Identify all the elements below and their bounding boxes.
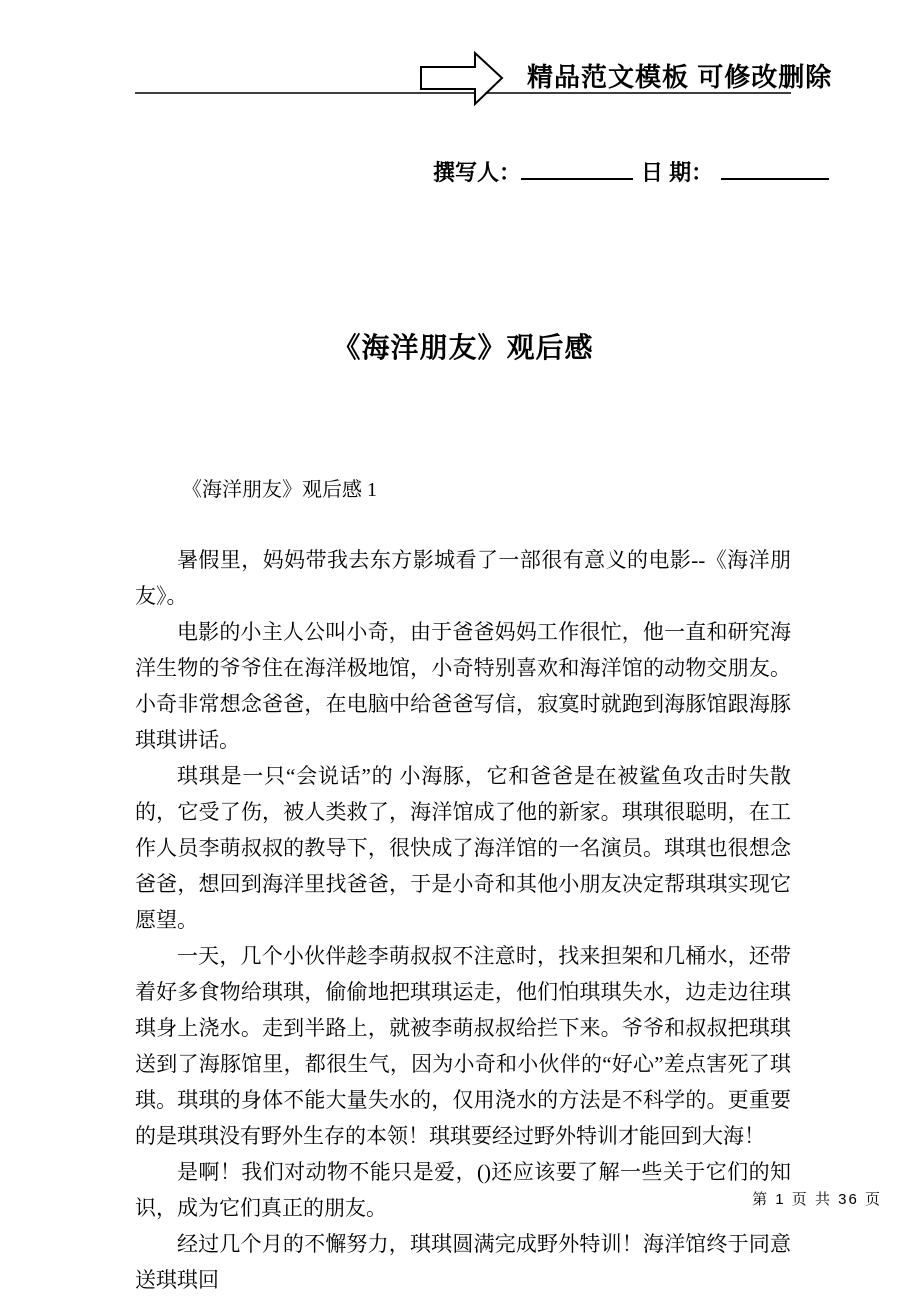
writer-date-row [433, 156, 829, 187]
paragraph: 电影的小主人公叫小奇，由于爸爸妈妈工作很忙，他一直和研究海洋生物的爷爷住在海洋极地馆，小奇特别喜欢和海洋馆的动物交朋友。小奇非常想念爸爸，在电脑中给爸爸写信，寂寞时就跑到海豚馆跟海豚琪琪讲话。 [135, 620, 791, 752]
date-blank-field[interactable] [721, 158, 829, 180]
page-title: 《海洋朋友》观后感 [332, 333, 594, 364]
writer-label: 撰写人： [433, 160, 522, 185]
page-number-info: 第 1 页 共 36 页 [752, 1191, 882, 1208]
right-arrow-icon [420, 50, 504, 106]
section-subtitle: 《海洋朋友》观后感 1 [182, 479, 377, 501]
paragraph: 一天，几个小伙伴趁李萌叔叔不注意时，找来担架和几桶水，还带着好多食物给琪琪，偷偷地把琪琪运走，他们怕琪琪失水，边走边往琪琪身上浇水。走到半路上，就被李萌叔叔给拦下来。爷爷和叔叔把琪琪送到了海豚馆里，都很生气，因为小奇和小伙伴的“好心”差点害死了琪琪。琪琪的身体不能大量失水的，仅用浇水的方法是不科学的。更重要的是琪琪没有野外生存的本领！琪琪要经过野外特训才能回到大海！ [135, 944, 791, 1148]
writer-blank-field[interactable] [521, 158, 633, 180]
document-body [135, 542, 791, 1298]
date-label: 日 期： [641, 160, 714, 185]
paragraph: 是啊！我们对动物不能只是爱，()还应该要了解一些关于它们的知识，成为它们真正的朋友。 [135, 1160, 791, 1220]
banner-text: 精品范文模板 可修改删除 [527, 62, 833, 92]
paragraph: 暑假里，妈妈带我去东方影城看了一部很有意义的电影--《海洋朋友》。 [135, 548, 791, 608]
paragraph: 经过几个月的不懈努力，琪琪圆满完成野外特训！海洋馆终于同意送琪琪回 [135, 1232, 791, 1292]
paragraph: 琪琪是一只“会说话”的 小海豚，它和爸爸是在被鲨鱼攻击时失散的，它受了伤，被人类救了，海洋馆成了他的新家。琪琪很聪明，在工作人员李萌叔叔的教导下，很快成了海洋馆的一名演员。琪琪也很想念爸爸，想回到海洋里找爸爸，于是小奇和其他小朋友决定帮琪琪实现它愿望。 [135, 764, 791, 932]
